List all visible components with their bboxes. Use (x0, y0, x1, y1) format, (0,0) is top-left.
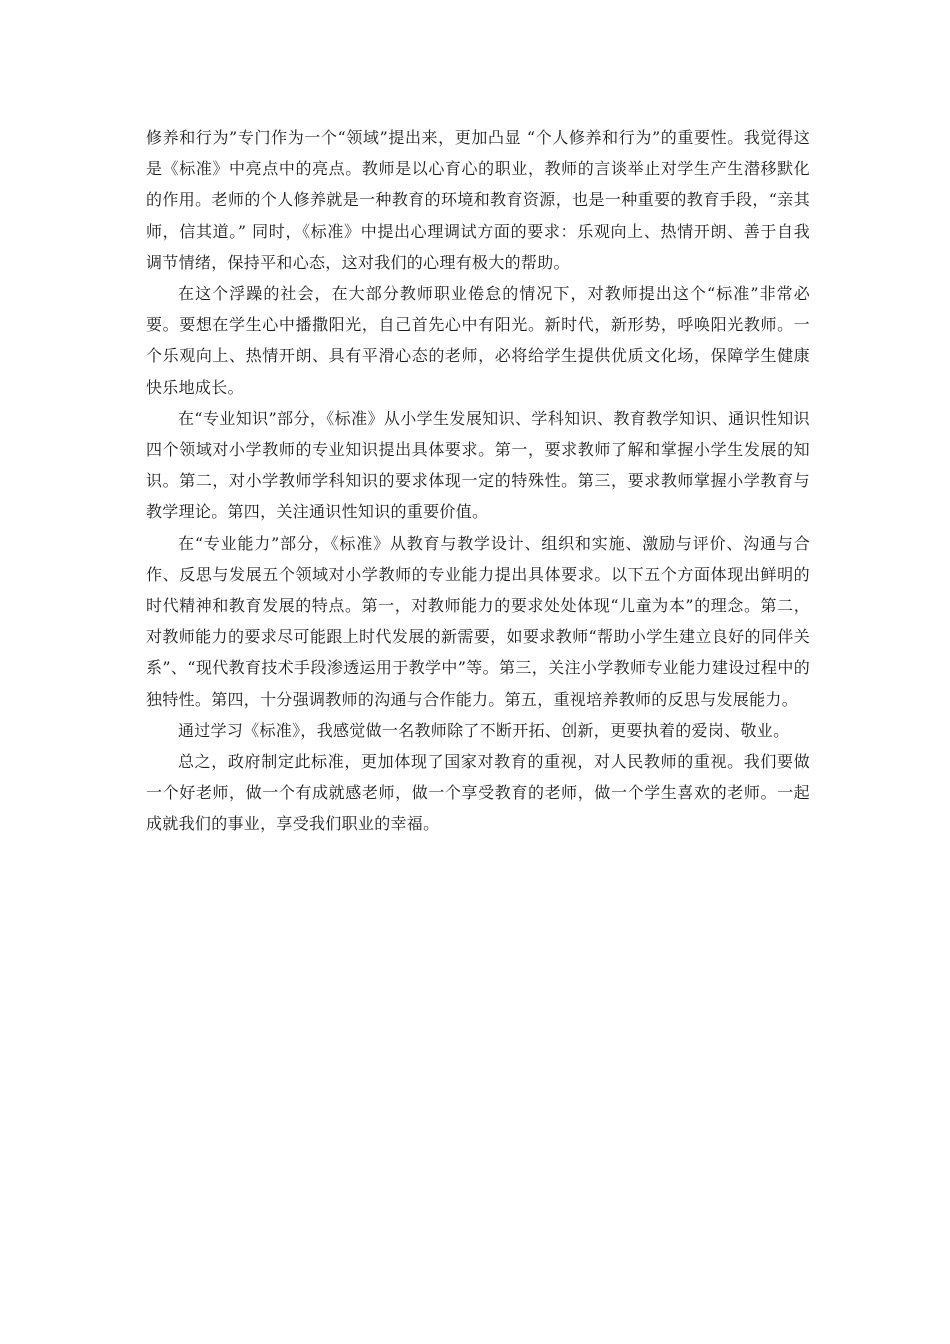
paragraph-conclusion: 总之，政府制定此标准，更加体现了国家对教育的重视，对人民教师的重视。我们要做一个好老师，做一个有成就感老师，做一个享受教育的老师，做一个学生喜欢的老师。一起成就我们的事业，享受我们职业的幸福。 (146, 752, 810, 834)
paragraph-personal-cultivation: 修养和行为”专门作为一个“领域”提出来，更加凸显 “个人修养和行为”的重要性。我觉得这是《标准》中亮点中的亮点。教师是以心育心的职业，教师的言谈举止对学生产生潜移默化的作用。老师的个人修养就是一种教育的环境和教育资源，也是一种重要的教育手段，“亲其师，信其道。” 同时，《标准》中提出心理调试方面的要求：乐观向上、热情开朗、善于自我调节情绪，保持平和心态，这对我们的心理有极大的帮助。 (146, 128, 810, 272)
document-body (146, 122, 810, 840)
paragraph-sunshine-teacher: 在这个浮躁的社会，在大部分教师职业倦怠的情况下，对教师提出这个“标准”非常必要。要想在学生心中播撒阳光，自己首先心中有阳光。新时代，新形势，呼唤阳光教师。一个乐观向上、热情开朗、具有平滑心态的老师，必将给学生提供优质文化场，保障学生健康快乐地成长。 (146, 284, 810, 397)
paragraph-learning-feeling: 通过学习《标准》，我感觉做一名教师除了不断开拓、创新，更要执着的爱岗、敬业。 (178, 720, 790, 740)
paragraph-professional-ability: 在“专业能力”部分，《标准》从教育与教学设计、组织和实施、激励与评价、沟通与合作、反思与发展五个领域对小学教师的专业能力提出具体要求。以下五个方面体现出鲜明的时代精神和教育发展的特点。第一，对教师能力的要求处处体现“儿童为本”的理念。第二，对教师能力的要求尽可能跟上时代发展的新需要，如要求教师“帮助小学生建立良好的同伴关系”、“现代教育技术手段渗透运用于教学中”等。第三，关注小学教师专业能力建设过程中的独特性。第四，十分强调教师的沟通与合作能力。第五，重视培养教师的反思与发展能力。 (146, 533, 810, 709)
paragraph-professional-knowledge: 在“专业知识”部分，《标准》从小学生发展知识、学科知识、教育教学知识、通识性知识四个领域对小学教师的专业知识提出具体要求。第一，要求教师了解和掌握小学生发展的知识。第二，对小学教师学科知识的要求体现一定的特殊性。第三，要求教师掌握小学教育与教学理论。第四，关注通识性知识的重要价值。 (146, 408, 810, 522)
